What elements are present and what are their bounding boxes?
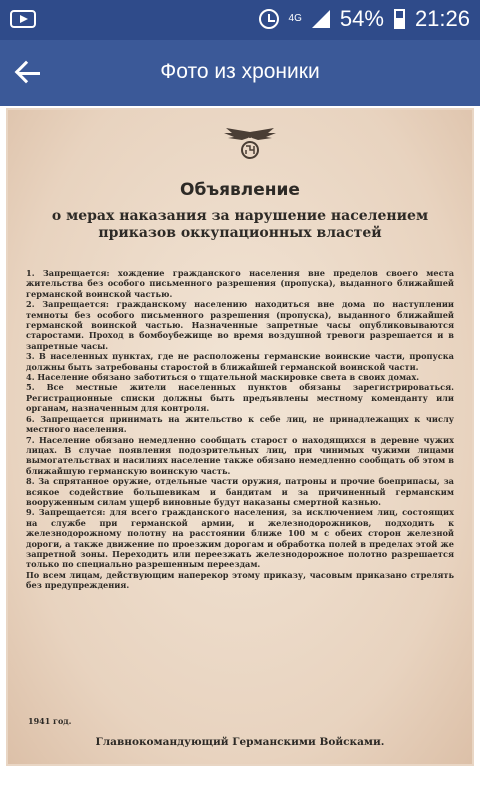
alarm-icon: [259, 9, 279, 29]
document-title: Объявление: [180, 180, 300, 200]
document-subtitle: о мерах наказания за нарушение населением приказов оккупационных властей: [51, 208, 429, 241]
paragraph: 5. Все местные жители населенных пунктов обязаны зарегистрироваться. Регистрационные списки должны быть предъявлены местному коменданту или органам, назначенным для контроля.: [26, 382, 454, 414]
paragraph: 2. Запрещается: гражданскому населению находиться вне дома по наступлении темноты без особого письменного разрешения (пропуска), выданного ближайшей германской воинской частью. Назначенные запретные часы опубликовываются старостами. Проход в бомбоубежище во время воздушной тревоги разрешается и в запретные часы.: [26, 299, 454, 351]
photo-viewer[interactable]: [6, 108, 474, 766]
app-bar: [0, 40, 480, 106]
document-signature: Главнокомандующий Германскими Войсками.: [95, 736, 385, 748]
status-right: [259, 6, 470, 32]
document-body: [26, 268, 454, 591]
status-bar: [0, 0, 480, 40]
signal-icon: [312, 10, 330, 28]
document-photo: [8, 110, 472, 764]
paragraph: 1. Запрещается: хождение гражданского населения вне пределов своего места жительства без особого письменного разрешения (пропуска), выданного ближайшей германской воинской частью.: [26, 268, 454, 299]
battery-icon: [394, 9, 405, 29]
status-left: [10, 10, 36, 28]
paragraph: 4. Население обязано заботиться о тщательной маскировке света в своих домах.: [26, 372, 420, 383]
clock: 21:26: [414, 6, 470, 31]
battery-percent: 54%: [339, 6, 384, 31]
network-type: 4G: [288, 13, 302, 24]
paragraph: 7. Население обязано немедленно сообщать старост о находящихся в деревне чужих лицах. В случае появления подозрительных лиц, при чинимых чужими лицами вымогательствах и насилиях население также обязано немедленно сообщать об этом в ближайшую германскую воинскую часть.: [26, 434, 454, 476]
app-title: Фото из хроники: [160, 60, 320, 83]
paragraph: По всем лицам, действующим наперекор этому приказу, часовым приказано стрелять без предупреждения.: [26, 569, 454, 591]
paragraph: 6. Запрещается принимать на жительство к себе лиц, не принадлежащих к числу местного населения.: [26, 413, 454, 435]
eagle-emblem-icon: [220, 124, 280, 164]
paragraph: 9. Запрещается: для всего гражданского населения, за исключением лиц, состоящих на службе при германской армии, и железнодорожников, подходить к железнодорожному полотну на расстоянии ближе 100 м с обеих сторон железной дороги, а также движение по проезжим дорогам и обработка полей в пределах этой же запретной зоны. Переходить или переезжать железнодорожное полотно разрешается только по специально разрешенным переездам.: [26, 507, 454, 570]
youtube-notification-icon: [10, 10, 36, 28]
paragraph: 3. В населенных пунктах, где не расположены германские воинские части, пропуска должны быть затребованы старостой в ближайшей германской воинской части.: [26, 351, 454, 372]
document-year: 1941 год.: [28, 716, 72, 726]
paragraph: 8. За спрятанное оружие, отдельные части оружия, патроны и прочие боеприпасы, за всякое содействие большевикам и бандитам и за причиненный германским вооруженным силам ущерб виновные будут наказаны смертной казнью.: [26, 476, 454, 507]
